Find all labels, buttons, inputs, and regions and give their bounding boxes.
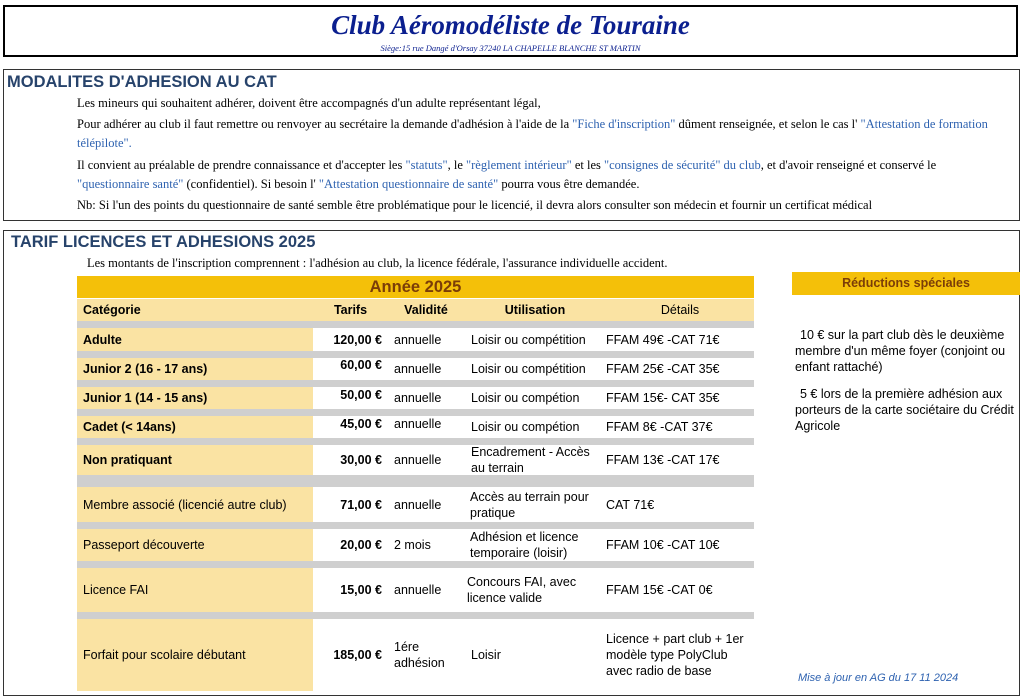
row-categorie: Cadet (< 14ans) [77, 416, 313, 438]
p3-text-c: et les [571, 158, 604, 172]
row-details: FFAM 13€ -CAT 17€ [606, 453, 720, 467]
row-details: CAT 71€ [606, 497, 655, 512]
row-separator [77, 475, 754, 487]
row-separator [77, 612, 754, 619]
row-separator [77, 438, 754, 445]
consignes-link[interactable]: "consignes de sécurité" du club [604, 158, 761, 172]
header-details: Détails [606, 299, 754, 321]
row-details: FFAM 8€ -CAT 37€ [606, 420, 713, 434]
modalites-title: MODALITES D'ADHESION AU CAT [7, 73, 277, 91]
row-categorie: Junior 1 (14 - 15 ans) [77, 387, 313, 409]
row-validite: 1ére adhésion [394, 640, 445, 670]
row-validite: annuelle [394, 417, 442, 431]
reductions-title: Réductions spéciales [792, 272, 1020, 295]
row-tarif: 185,00 € [333, 648, 382, 662]
p2-text-a: Pour adhérer au club il faut remettre ou renvoyer au secrétaire la demande d'adhésion à l'aide de la [77, 117, 573, 131]
row-categorie: Forfait pour scolaire débutant [77, 619, 313, 691]
row-tarif: 50,00 € [340, 388, 382, 402]
row-utilisation: Loisir ou compétition [471, 332, 586, 347]
row-utilisation: Accès au terrain pour pratique [470, 489, 589, 520]
row-utilisation: Loisir ou compétion [471, 391, 580, 405]
row-validite: annuelle [394, 583, 442, 597]
row-separator [77, 321, 754, 328]
row-categorie: Junior 2 (16 - 17 ans) [77, 358, 313, 380]
modalites-p4: Nb: Si l'un des points du questionnaire de santé semble être problématique pour le licencié, il devra alors consulter son médecin et fournir un certificat médical [77, 198, 873, 212]
p3-text-a: Il convient au préalable de prendre connaissance et d'accepter les [77, 158, 406, 172]
row-tarif: 15,00 € [340, 583, 382, 597]
p3-text-d: , et d'avoir renseigné et conservé le [760, 158, 937, 172]
row-details: FFAM 10€ -CAT 10€ [606, 538, 720, 552]
row-categorie: Passeport découverte [77, 529, 313, 561]
row-separator [77, 522, 754, 529]
reglement-link[interactable]: "règlement intérieur" [466, 158, 572, 172]
row-tarif: 71,00 € [340, 497, 382, 512]
header-categorie: Catégorie [77, 299, 313, 321]
p3-text-e: (confidentiel). Si besoin l' [183, 177, 319, 191]
row-validite: annuelle [394, 332, 442, 347]
statuts-link[interactable]: "statuts" [405, 158, 448, 172]
row-validite: annuelle [394, 497, 442, 512]
row-separator [77, 351, 754, 358]
row-validite: annuelle [394, 453, 442, 467]
row-details: FFAM 49€ -CAT 71€ [606, 332, 720, 347]
row-details: Licence + part club + 1er modèle type PolyClub avec radio de base [606, 632, 744, 678]
header-utilisation: Utilisation [464, 299, 606, 321]
questionnaire-link[interactable]: "questionnaire santé" [77, 177, 184, 191]
row-validite: 2 mois [394, 538, 431, 552]
row-utilisation: Encadrement - Accès au terrain [471, 445, 590, 475]
tarif-title: TARIF LICENCES ET ADHESIONS 2025 [11, 233, 316, 251]
p3-text-b: , le [447, 158, 467, 172]
tarif-intro: Les montants de l'inscription comprennent : l'adhésion au club, la licence fédérale, l'assurance individuelle accident. [87, 256, 668, 270]
row-categorie: Adulte [77, 328, 313, 351]
modalites-p3 [77, 156, 1002, 194]
header-validite: Validité [388, 299, 464, 321]
attestation-telepilote-link[interactable]: "Attestation de formation télépilote". [77, 117, 988, 150]
p2-text-b: dûment renseignée, et selon le cas l' [675, 117, 861, 131]
row-separator [77, 561, 754, 568]
row-utilisation: Loisir [471, 648, 501, 662]
modalites-p2 [77, 115, 1002, 153]
year-banner: Année 2025 [77, 276, 754, 298]
fiche-inscription-link[interactable]: "Fiche d'inscription" [572, 117, 676, 131]
reduction-item-1: 10 € sur la part club dès le deuxième membre d'un même foyer (conjoint ou enfant rattaché) [795, 328, 1006, 374]
club-title: Club Aéromodéliste de Touraine [331, 10, 690, 40]
row-details: FFAM 15€ -CAT 0€ [606, 583, 713, 597]
row-tarif: 45,00 € [340, 417, 382, 431]
row-details: FFAM 15€- CAT 35€ [606, 391, 720, 405]
row-details: FFAM 25€ -CAT 35€ [606, 362, 720, 376]
row-utilisation: Concours FAI, avec licence valide [467, 575, 577, 605]
row-tarif: 120,00 € [333, 332, 382, 347]
header-tarifs: Tarifs [313, 299, 388, 321]
row-categorie: Licence FAI [77, 568, 313, 612]
row-categorie: Membre associé (licencié autre club) [77, 487, 313, 522]
p3-text-f: pourra vous être demandée. [498, 177, 640, 191]
row-tarif: 30,00 € [340, 453, 382, 467]
row-utilisation: Loisir ou compétion [471, 420, 580, 434]
attestation-questionnaire-link[interactable]: "Attestation questionnaire de santé" [318, 177, 499, 191]
modalites-p1: Les mineurs qui souhaitent adhérer, doivent être accompagnés d'un adulte représentant légal, [77, 96, 541, 110]
club-header [3, 5, 1018, 57]
row-tarif: 20,00 € [340, 538, 382, 552]
row-utilisation: Adhésion et licence temporaire (loisir) [470, 530, 579, 560]
row-validite: annuelle [394, 362, 442, 376]
reduction-item-2: 5 € lors de la première adhésion aux porteurs de la carte sociétaire du Crédit Agricole [795, 387, 1014, 433]
row-utilisation: Loisir ou compétition [471, 362, 586, 376]
row-validite: annuelle [394, 391, 442, 405]
row-tarif: 60,00 € [340, 358, 382, 372]
row-separator [77, 380, 754, 387]
row-categorie: Non pratiquant [77, 445, 313, 475]
update-note: Mise à jour en AG du 17 11 2024 [798, 672, 959, 684]
club-address: Siège:15 rue Dangé d'Orsay 37240 LA CHAPELLE BLANCHE ST MARTIN [380, 43, 641, 53]
